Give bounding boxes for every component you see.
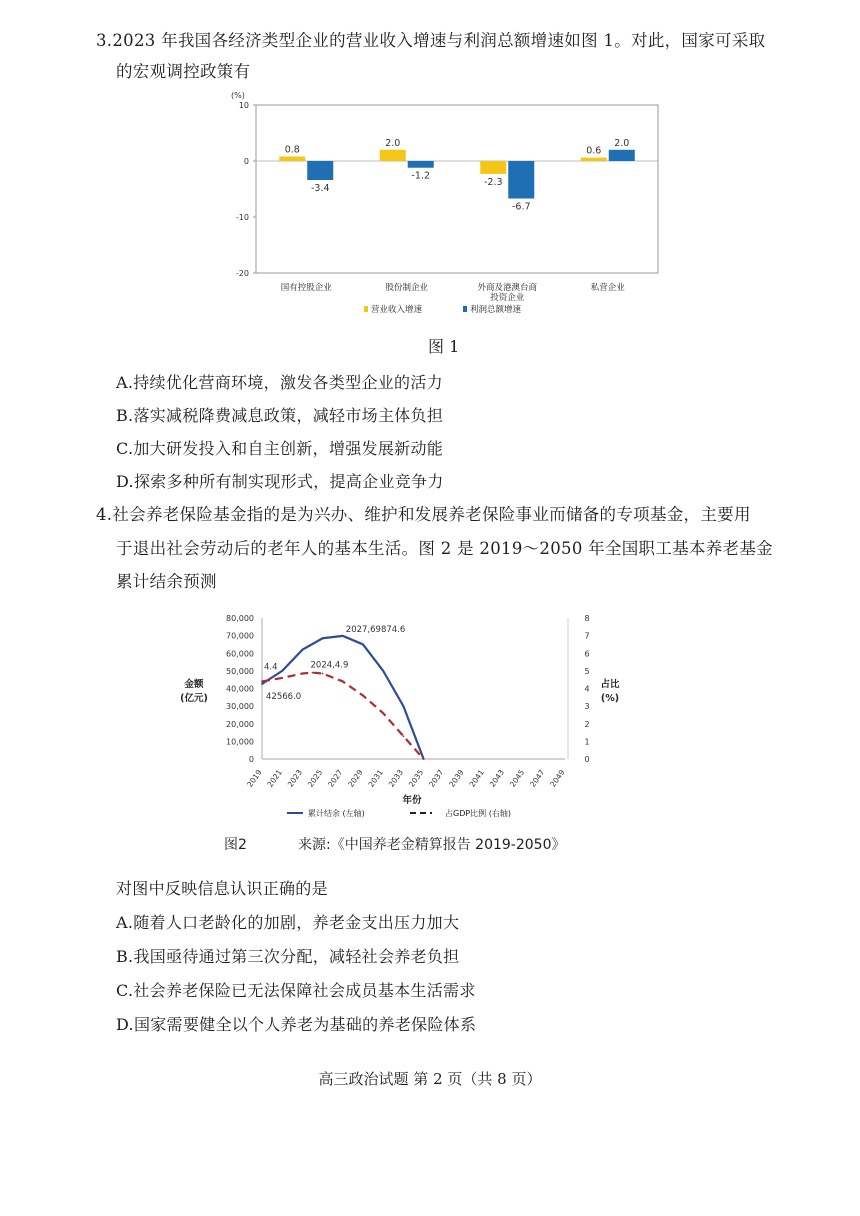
x-tick-label: 2039 — [447, 767, 466, 789]
x-tick-label: 国有控股企业 — [280, 283, 332, 293]
right-tick-label: 0 — [584, 755, 590, 764]
x-tick-label: 2037 — [427, 767, 446, 789]
left-tick-label: 70,000 — [226, 631, 254, 641]
left-tick-label: 30,000 — [226, 702, 254, 712]
x-tick-label: 2031 — [366, 767, 385, 789]
bar-revenue — [581, 158, 607, 161]
data-point — [302, 649, 304, 651]
annotation-peak-ratio: 2024,4.9 — [310, 660, 349, 671]
x-tick-label: 2049 — [548, 767, 567, 789]
y-tick-label: 0 — [243, 157, 249, 166]
data-point — [423, 758, 425, 760]
figure2-caption: 图2 — [224, 837, 247, 853]
data-point — [322, 637, 324, 639]
right-tick-label: 1 — [584, 737, 590, 747]
data-point — [362, 644, 364, 646]
bar-revenue — [380, 150, 406, 161]
x-tick-label: 2019 — [245, 767, 264, 789]
q4-stem-line2: 于退出社会劳动后的老年人的基本生活。图 2 是 2019～2050 年全国职工基本养老基金 — [116, 539, 773, 558]
bar-profit — [609, 150, 635, 161]
x-tick-label: 2035 — [406, 767, 426, 789]
data-label: -1.2 — [411, 170, 431, 182]
left-tick-label: 40,000 — [226, 684, 254, 694]
left-tick-label: 50,000 — [226, 666, 254, 676]
x-tick-label: 2027 — [326, 767, 345, 789]
data-label: -6.7 — [511, 201, 531, 213]
q3-stem-line1: 3.2023 年我国各经济类型企业的营业收入增速与利润总额增速如图 1。对此，国家可采取 — [96, 31, 766, 50]
y-tick-label: -10 — [235, 213, 249, 222]
bar-profit — [508, 161, 534, 199]
x-tick-label: 2041 — [467, 767, 486, 789]
data-point — [382, 712, 384, 714]
x-tick-label: 2029 — [346, 767, 365, 789]
x-tick-label: 2033 — [386, 767, 406, 789]
right-axis-title: (%) — [600, 693, 620, 704]
x-tick-label: 私营企业 — [590, 283, 625, 293]
q4-question: 对图中反映信息认识正确的是 — [116, 879, 328, 898]
data-point — [403, 705, 405, 707]
data-label: 2.0 — [385, 137, 401, 149]
left-axis-title: (亿元) — [180, 693, 208, 704]
right-tick-label: 6 — [584, 649, 590, 659]
q3-option-c: C.加大研发投入和自主创新，增强发展新动能 — [116, 439, 444, 458]
right-axis-title: 占比 — [600, 679, 620, 690]
legend-label-profit: 利润总额增速 — [470, 305, 522, 315]
data-point — [342, 635, 344, 637]
left-tick-label: 80,000 — [226, 614, 254, 623]
x-tick-label: 2023 — [285, 767, 305, 789]
annotation-peak-balance: 2027,69874.6 — [345, 624, 406, 635]
annotation-start-balance: 42566.0 — [266, 691, 302, 702]
left-axis-title: 金额 — [184, 679, 204, 690]
x-axis-title: 年份 — [402, 795, 422, 806]
right-tick-label: 5 — [584, 666, 590, 676]
q4-stem-line3: 累计结余预测 — [116, 572, 217, 591]
y-tick-label: -20 — [235, 269, 249, 278]
right-tick-label: 4 — [584, 684, 590, 694]
data-point — [261, 683, 263, 685]
left-tick-label: 0 — [248, 755, 254, 764]
legend-label-balance: 累计结余 (左轴) — [308, 809, 365, 818]
q4-option-c: C.社会养老保险已无法保障社会成员基本生活需求 — [116, 981, 476, 1000]
data-point — [261, 681, 263, 683]
right-tick-label: 7 — [584, 631, 590, 641]
x-tick-label: 2045 — [507, 767, 527, 789]
legend-label-revenue: 营业收入增速 — [371, 305, 423, 315]
data-point — [362, 695, 364, 697]
legend-label-ratio: 占GDP比例 (右轴) — [445, 809, 511, 818]
bar-profit — [307, 161, 333, 180]
right-tick-label: 3 — [584, 702, 590, 712]
q3-option-d: D.探索多种所有制实现形式，提高企业竞争力 — [116, 472, 444, 491]
page-footer: 高三政治试题 第 2 页（共 8 页） — [318, 1070, 542, 1088]
y-tick-label: 10 — [238, 101, 249, 110]
right-tick-label: 8 — [584, 614, 590, 623]
bar-revenue — [279, 157, 305, 161]
annotation-start-ratio: 4.4 — [264, 662, 278, 673]
left-tick-label: 60,000 — [226, 649, 254, 659]
data-point — [403, 735, 405, 737]
left-tick-label: 10,000 — [226, 737, 254, 747]
legend-swatch-revenue — [364, 306, 368, 312]
data-label: -2.3 — [483, 176, 503, 188]
q4-stem-line1: 4.社会养老保险基金指的是为兴办、维护和发展养老保险事业而储备的专项基金，主要用 — [96, 505, 751, 524]
figure1-bar-chart — [215, 88, 675, 328]
q3-option-b: B.落实减税降费减息政策，减轻市场主体负担 — [116, 406, 444, 425]
data-point — [281, 670, 283, 672]
q4-option-d: D.国家需要健全以个人养老为基础的养老保险体系 — [116, 1015, 477, 1034]
q3-option-a: A.持续优化营商环境，激发各类型企业的活力 — [116, 373, 443, 392]
figure1-caption: 图 1 — [428, 337, 460, 356]
q4-option-b: B.我国亟待通过第三次分配，减轻社会养老负担 — [116, 947, 460, 966]
left-tick-label: 20,000 — [226, 719, 254, 729]
x-tick-label: 2047 — [528, 767, 547, 789]
data-point — [312, 672, 314, 674]
q4-option-a: A.随着人口老龄化的加剧，养老金支出压力加大 — [116, 913, 460, 932]
line-gdp-ratio — [262, 673, 424, 759]
data-label: 2.0 — [614, 137, 630, 149]
x-tick-label: 投资企业 — [490, 293, 525, 303]
data-point — [302, 673, 304, 675]
bar-revenue — [480, 161, 506, 174]
data-point — [382, 670, 384, 672]
legend-swatch-profit — [463, 306, 467, 312]
figure2-source: 来源:《中国养老金精算报告 2019-2050》 — [298, 837, 566, 853]
x-tick-label: 2043 — [487, 767, 507, 789]
x-tick-label: 2021 — [265, 767, 284, 789]
data-point — [322, 673, 324, 675]
data-point — [281, 677, 283, 679]
data-label: 0.8 — [284, 144, 300, 156]
x-tick-label: 外商及港澳台商 — [477, 283, 538, 293]
q3-stem-line2: 的宏观调控政策有 — [116, 62, 251, 81]
data-label: 0.6 — [586, 145, 602, 157]
x-tick-label: 2025 — [305, 767, 325, 789]
data-label: -3.4 — [310, 183, 330, 195]
x-tick-label: 股份制企业 — [385, 283, 429, 293]
figure2-line-chart — [160, 605, 630, 827]
bar-profit — [408, 161, 434, 168]
data-point — [342, 681, 344, 683]
y-axis-unit: (%) — [231, 91, 245, 100]
right-tick-label: 2 — [584, 719, 590, 729]
